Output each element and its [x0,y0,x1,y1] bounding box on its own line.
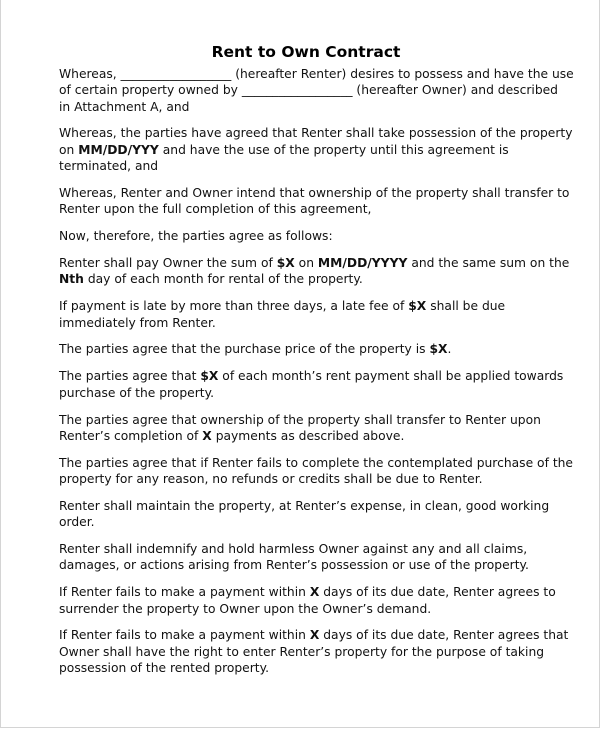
text-line [59,541,574,557]
text-segment: shall be due [426,299,506,314]
paragraph [59,255,574,288]
text-line [59,557,574,573]
text-segment: The parties agree that [59,369,201,384]
text-segment: of certain property owned by __________________ (hereafter Owner) and described [59,83,558,98]
text-line [59,341,574,357]
text-segment: purchase of the property. [59,385,215,400]
text-line [59,584,574,600]
paragraph [59,412,574,445]
paragraph [59,125,574,174]
text-segment: possession of the rented property. [59,661,270,676]
text-segment: Whereas, __________________ (hereafter Renter) desires to possess and have the use [59,67,574,81]
text-segment: Now, therefore, the parties agree as follows: [59,229,333,244]
text-segment: If Renter fails to make a payment within [59,585,310,600]
text-segment: Renter’s completion of [59,428,203,443]
text-segment: Owner shall have the right to enter Renter’s property for the purpose of taking [59,644,545,659]
text-line [59,185,574,201]
paragraph [59,627,574,676]
text-line [59,99,574,115]
text-line [59,66,574,82]
text-segment: Renter upon the full completion of this agreement, [59,202,372,217]
text-line [59,455,574,471]
text-segment: on [294,256,318,271]
document-title: Rent to Own Contract [211,43,401,61]
paragraph [59,368,574,401]
text-segment: order. [59,515,95,530]
text-line [59,201,574,217]
text-segment: The parties agree that the purchase price of the property is [59,342,430,357]
paragraph [59,185,574,218]
text-line [59,412,574,428]
text-segment: damages, or actions arising from Renter’s possession or use of the property. [59,558,529,573]
text-line [59,385,574,401]
text-segment: . [447,342,452,357]
text-line [59,82,574,98]
bold-text: MM/DD/YYY [78,142,159,157]
text-line [59,514,574,530]
text-line [59,125,574,141]
text-line [59,271,574,287]
text-segment: days of its due date, Renter agrees that [319,628,569,643]
text-line [59,471,574,487]
paragraph [59,584,574,617]
text-line [59,228,574,244]
text-segment: Renter shall indemnify and hold harmless Owner against any and all claims, [59,542,528,557]
text-segment: property for any reason, no refunds or credits shall be due to Renter. [59,471,483,486]
bold-text: $X [276,256,295,271]
paragraph [59,455,574,488]
bold-text: X [309,585,320,600]
text-segment: The parties agree that ownership of the property shall transfer to Renter upon [59,412,541,427]
paragraph [59,298,574,331]
text-line [59,298,574,314]
text-segment: If Renter fails to make a payment within [59,628,310,643]
text-line [59,255,574,271]
text-segment: in Attachment A, and [59,99,190,114]
text-segment: day of each month for rental of the property. [83,272,363,287]
text-segment: surrender the property to Owner upon the Owner’s demand. [59,601,432,616]
text-line [59,428,574,444]
text-line [59,368,574,384]
bold-text: MM/DD/YYYY [317,256,408,271]
bold-text: $X [408,299,427,314]
text-segment: Renter shall pay Owner the sum of [59,256,277,271]
paragraph [59,341,574,357]
bold-text: $X [429,342,448,357]
paragraph [59,498,574,531]
text-segment: payments as described above. [211,428,405,443]
text-segment: days of its due date, Renter agrees to [319,585,556,600]
paragraph [59,228,574,244]
text-segment: of each month’s rent payment shall be applied towards [218,369,564,384]
text-line [59,315,574,331]
text-segment: Whereas, Renter and Owner intend that ownership of the property shall transfer to [59,185,570,200]
text-line [59,142,574,158]
text-line [59,498,574,514]
text-segment: immediately from Renter. [59,315,216,330]
text-segment: The parties agree that if Renter fails to complete the contemplated purchase of the [59,455,574,470]
paragraph [59,541,574,574]
paragraph [59,66,574,115]
text-line [59,644,574,660]
text-segment: terminated, and [59,159,159,174]
text-segment: and have the use of the property until this agreement is [158,142,509,157]
bold-text: Nth [59,272,84,287]
text-segment: If payment is late by more than three days, a late fee of [59,299,409,314]
text-segment: Whereas, the parties have agreed that Renter shall take possession of the property [59,126,573,141]
text-line [59,660,574,676]
text-segment: Renter shall maintain the property, at Renter’s expense, in clean, good working [59,498,550,513]
bold-text: X [309,628,320,643]
bold-text: X [202,428,212,443]
text-line [59,158,574,174]
text-segment: and the same sum on the [407,256,570,271]
text-segment: on [59,142,79,157]
document-body [59,66,574,687]
text-line [59,601,574,617]
bold-text: $X [200,369,219,384]
text-line [59,627,574,643]
